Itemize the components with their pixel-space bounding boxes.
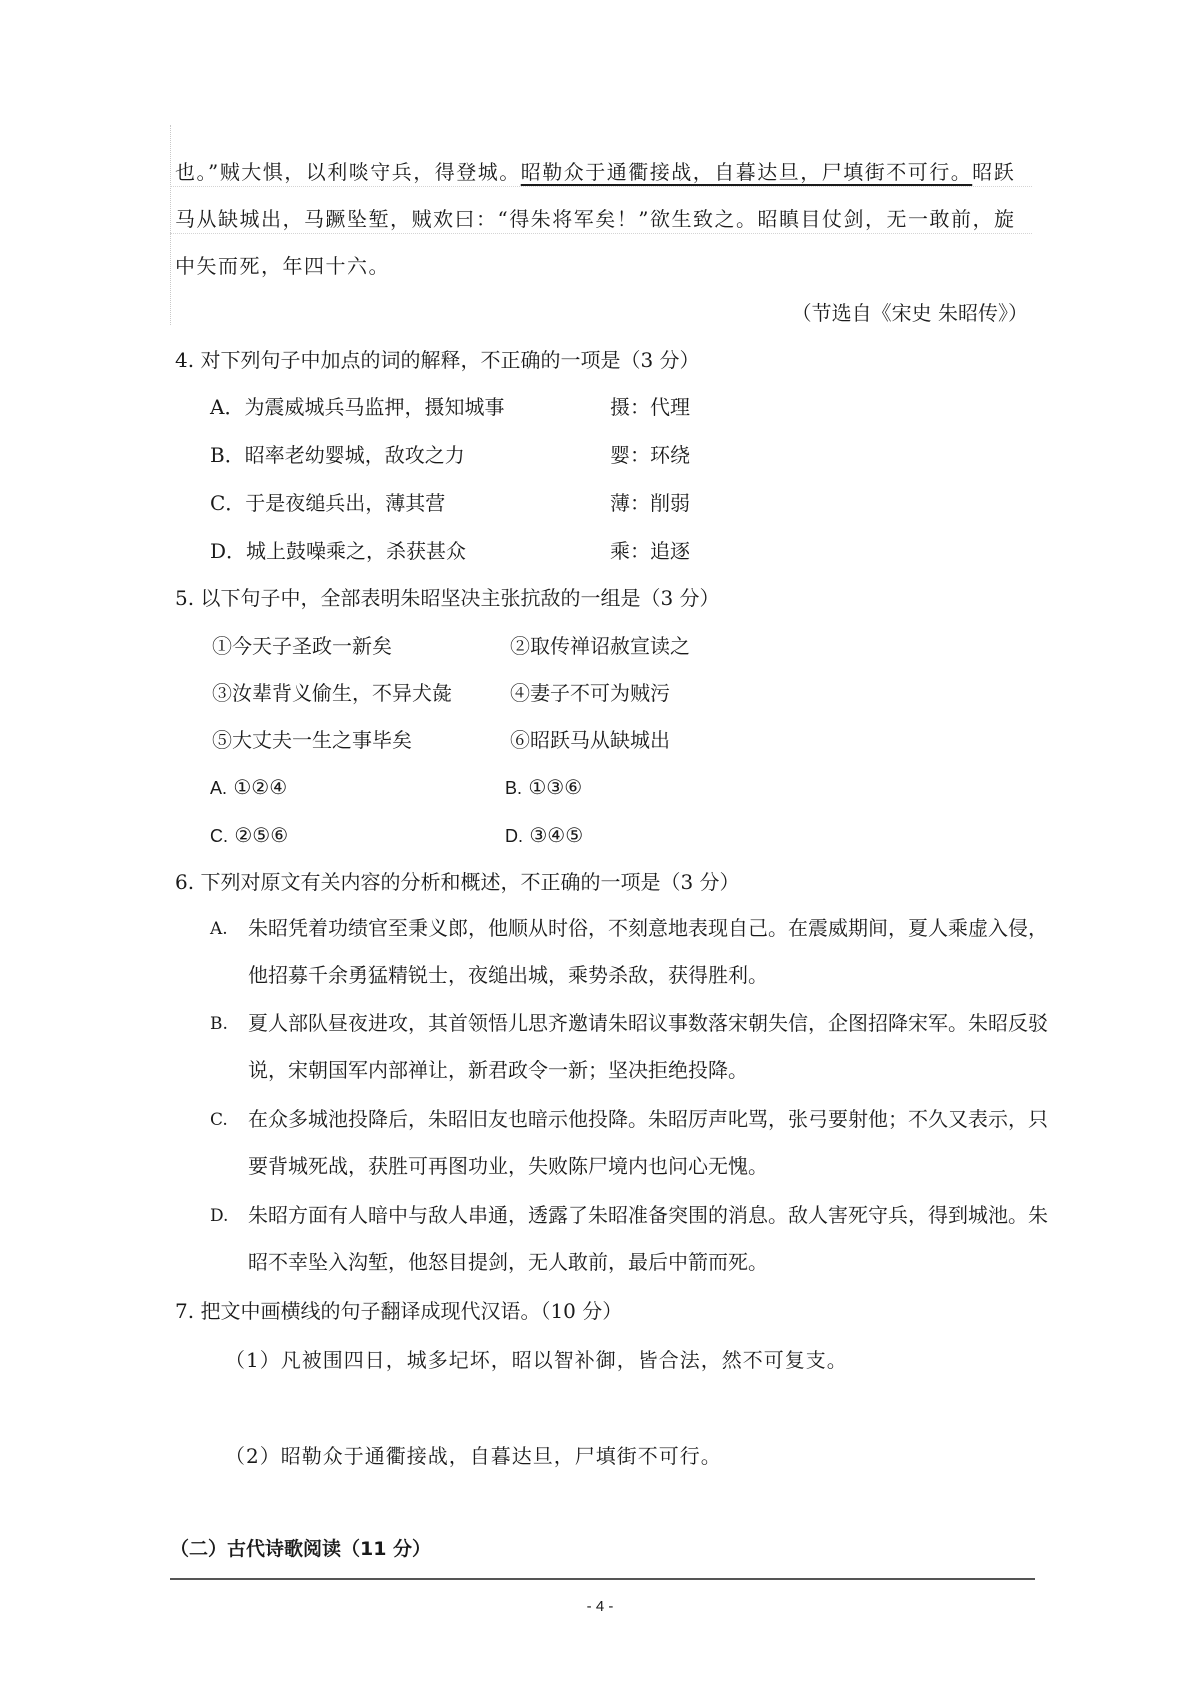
dotted-guide — [170, 186, 1032, 187]
q7-sentence-1: （1）凡被围四日，城多圮坏，昭以智补御，皆合法，然不可复支。 — [225, 1348, 848, 1372]
q4-option-b: B．昭率老幼婴城，敌攻之力 — [210, 443, 465, 467]
q4-option-a-gloss: 摄：代理 — [610, 395, 690, 419]
choice-label: A. — [210, 778, 228, 798]
option-label: A. — [210, 919, 228, 939]
question-5-stem: 5. 以下句子中，全部表明朱昭坚决主张抗敌的一组是（3 分） — [175, 586, 720, 610]
choice-label: C. — [210, 826, 228, 846]
footer-rule — [170, 1578, 1035, 1580]
choice-value: ①②④ — [233, 775, 288, 799]
option-label: B. — [210, 1014, 228, 1034]
passage-source: （节选自《宋史 朱昭传》） — [791, 301, 1028, 325]
q7-sentence-2: （2）昭勒众于通衢接战，自暮达旦，尸填街不可行。 — [225, 1444, 722, 1468]
option-label: D. — [210, 1206, 229, 1226]
option-text: 朱昭凭着功绩官至秉义郎，他顺从时俗，不刻意地表现自己。在震威期间，夏人乘虚入侵，他招募千余勇猛精锐士，夜缒出城，乘势杀敌，获得胜利。 — [248, 916, 1048, 987]
q4-option-d: D．城上鼓噪乘之，杀获甚众 — [210, 539, 467, 563]
option-text: 朱昭方面有人暗中与敌人串通，透露了朱昭准备突围的消息。敌人害死守兵，得到城池。朱昭不幸坠入沟堑，他怒目提剑，无人敢前，最后中箭而死。 — [248, 1203, 1048, 1274]
choice-value: ②⑤⑥ — [234, 823, 289, 847]
passage-text: 昭跃 — [972, 160, 1016, 184]
q5-item-4: ④妻子不可为贼污 — [510, 681, 670, 705]
dotted-guide — [170, 233, 1032, 234]
question-6-stem: 6. 下列对原文有关内容的分析和概述，不正确的一项是（3 分） — [175, 870, 740, 894]
q6-option-c — [210, 1096, 1050, 1190]
section-heading: （二）古代诗歌阅读（11 分） — [170, 1538, 432, 1560]
page-number: - 4 - — [586, 1598, 614, 1615]
question-7-stem: 7. 把文中画横线的句子翻译成现代汉语。（10 分） — [175, 1299, 623, 1323]
underlined-sentence: 昭勒众于通衢接战，自暮达旦，尸填街不可行。 — [520, 160, 973, 184]
q5-item-5: ⑤大丈夫一生之事毕矣 — [212, 728, 412, 752]
passage-line-2: 马从缺城出，马蹶坠堑，贼欢曰：“得朱将军矣！”欲生致之。昭瞋目仗剑，无一敢前，旋 — [175, 207, 1016, 231]
q5-item-6: ⑥昭跃马从缺城出 — [510, 728, 670, 752]
question-4-stem: 4. 对下列句子中加点的词的解释，不正确的一项是（3 分） — [175, 348, 700, 372]
q6-option-b — [210, 1000, 1050, 1094]
q4-option-c: C．于是夜缒兵出，薄其营 — [210, 491, 446, 515]
q4-option-b-gloss: 婴：环绕 — [610, 443, 690, 467]
choice-value: ③④⑤ — [529, 823, 584, 847]
passage-line-3: 中矢而死，年四十六。 — [175, 254, 390, 278]
q5-choice-b — [505, 773, 582, 802]
q4-option-c-gloss: 薄：削弱 — [610, 491, 690, 515]
option-text: 夏人部队昼夜进攻，其首领悟儿思齐邀请朱昭议事数落宋朝失信，企图招降宋军。朱昭反驳说，宋朝国军内部禅让，新君政令一新；坚决拒绝投降。 — [248, 1011, 1048, 1082]
q6-option-d — [210, 1192, 1050, 1286]
q5-choice-d — [505, 821, 583, 850]
q5-choice-a — [210, 773, 287, 802]
passage-line-1 — [175, 158, 1015, 186]
passage-text: 也。”贼大惧，以利啖守兵，得登城。 — [175, 160, 521, 184]
choice-label: B. — [505, 778, 523, 798]
q4-option-a: A．为震威城兵马监押，摄知城事 — [210, 395, 505, 419]
q5-choice-c — [210, 821, 288, 850]
dotted-margin — [170, 125, 171, 325]
choice-value: ①③⑥ — [528, 775, 583, 799]
option-text: 在众多城池投降后，朱昭旧友也暗示他投降。朱昭厉声叱骂，张弓要射他；不久又表示，只要背城死战，获胜可再图功业，失败陈尸境内也问心无愧。 — [248, 1107, 1048, 1178]
choice-label: D. — [505, 826, 523, 846]
option-label: C. — [210, 1110, 228, 1130]
q6-option-a — [210, 905, 1050, 999]
q4-option-d-gloss: 乘：追逐 — [610, 539, 690, 563]
q5-item-2: ②取传禅诏赦宣读之 — [510, 634, 690, 658]
q5-item-1: ①今天子圣政一新矣 — [212, 634, 392, 658]
q5-item-3: ③汝辈背义偷生，不异犬彘 — [212, 681, 452, 705]
